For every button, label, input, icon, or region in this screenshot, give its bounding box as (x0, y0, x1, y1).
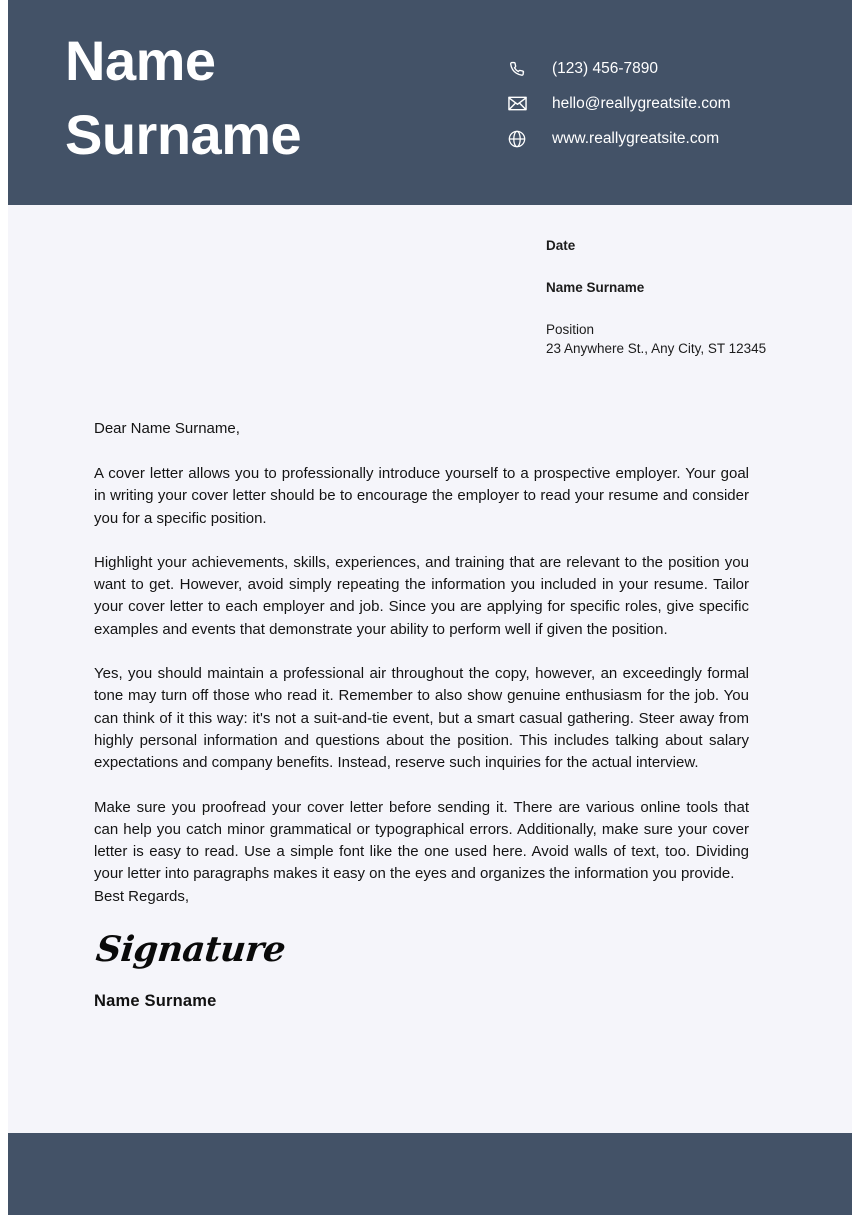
recipient-address: 23 Anywhere St., Any City, ST 12345 (546, 341, 767, 356)
recipient-block (546, 236, 776, 358)
body-paragraph: Highlight your achievements, skills, experiences, and training that are relevant to the position you want to get. However, avoid simply repeating the information you included in your resume. Tailor your cover letter to each employer and job. Since you are applying for specific roles, give specific examples and events that demonstrate your ability to perform well if given the position. (94, 553, 749, 638)
body-paragraph: Make sure you proofread your cover letter before sending it. There are various online tools that can help you catch minor grammatical or typographical errors. Additionally, make sure your cover letter is easy to read. Use a simple font like the one used here. Avoid walls of text, too. Dividing your letter into paragraphs makes it easy on the eyes and organizes the information you provide. (94, 798, 749, 883)
letter-sheet (8, 0, 852, 1215)
sender-last-name: Surname (65, 103, 302, 166)
envelope-icon (508, 93, 534, 115)
letter-date: Date (546, 238, 576, 253)
contact-email-text: hello@reallygreatsite.com (552, 94, 731, 112)
sender-name-block (65, 24, 485, 172)
contact-email-row[interactable] (508, 87, 731, 120)
contact-website-row[interactable] (508, 122, 731, 155)
header-band (8, 0, 852, 205)
recipient-name: Name Surname (546, 280, 645, 295)
signer-name: Name Surname (94, 992, 217, 1011)
phone-icon (508, 58, 534, 80)
footer-band (8, 1133, 852, 1215)
sender-first-name: Name (65, 29, 216, 92)
recipient-position: Position (546, 322, 595, 337)
body-paragraph: Yes, you should maintain a professional air throughout the copy, however, an exceedingly formal tone may turn off those who read it. Remember to also show genuine enthusiasm for the job. You can think of it this way: it's not a suit-and-tie event, but a smart casual gathering. Steer away from highly personal information and questions about the position. This includes talking about salary expectations and company benefits. Instead, reserve such inquiries for the actual interview. (94, 665, 749, 772)
salutation: Dear Name Surname, (94, 420, 240, 437)
contact-phone-text: (123) 456-7890 (552, 59, 658, 77)
contact-list (508, 52, 731, 157)
globe-icon (508, 128, 534, 150)
signature-mark: Signature (94, 929, 288, 971)
closing-line: Best Regards, (94, 887, 190, 905)
contact-website-text: www.reallygreatsite.com (552, 129, 720, 147)
contact-phone-row[interactable] (508, 52, 731, 85)
letter-body (94, 418, 749, 1011)
body-paragraph: A cover letter allows you to professionally introduce yourself to a prospective employer. Your goal in writing your cover letter should be to encourage the employer to read your resume and consider you for a specific position. (94, 465, 749, 527)
